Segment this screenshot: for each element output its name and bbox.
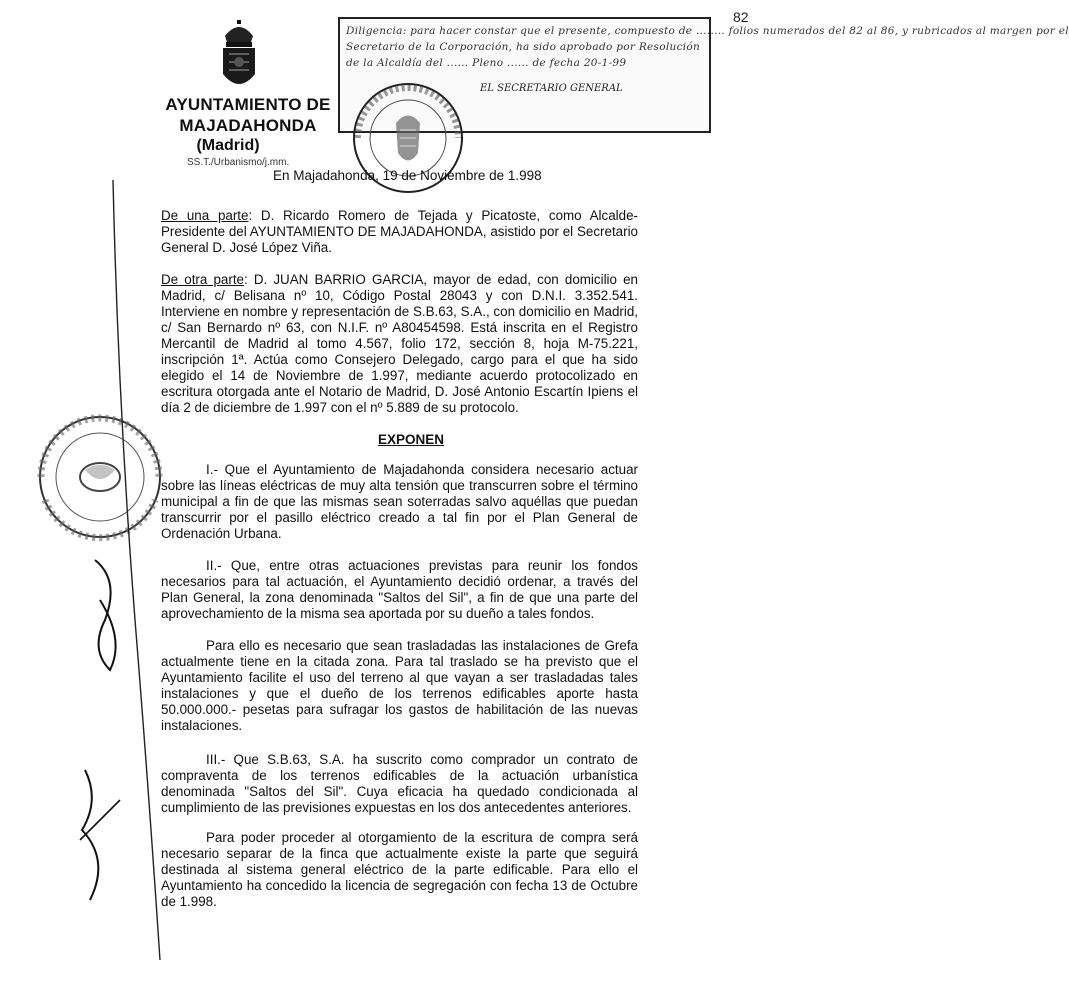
stamp-signature: EL SECRETARIO GENERAL: [480, 83, 623, 94]
party-one-text: : D. Ricardo Romero de Tejada y Picatoste, como Alcalde-Presidente del AYUNTAMIENTO DE MAJADAHONDA, asistido por el Secretario General D. José López Viña.: [161, 208, 638, 255]
page-number: 82: [733, 9, 749, 25]
coat-of-arms-icon: [215, 18, 263, 96]
reference-code: SS.T./Urbanismo/j.mm.: [187, 157, 290, 168]
exponen-paragraph-4: [161, 752, 638, 816]
section-heading: EXPONEN: [378, 432, 445, 447]
exponen-paragraph-2: [161, 558, 638, 622]
exponen-paragraph-1: [161, 462, 638, 542]
party-one-label: De una parte: [161, 208, 249, 223]
party-one-paragraph: [161, 208, 638, 256]
org-name-line2: MAJADAHONDA: [179, 116, 317, 135]
margin-seal-icon: [33, 410, 168, 545]
paragraph-text: II.- Que, entre otras actuaciones previstas para reunir los fondos necesarios para tal actuación, el Ayuntamiento decidió ordenar, a través del Plan General, la zona denominada "Saltos del Sil", a fin de que una parte del aprovechamiento de la misma sea aportada por su dueño a tales fondos.: [161, 558, 638, 621]
paragraph-text: I.- Que el Ayuntamiento de Majadahonda considera necesario actuar sobre las líneas eléctricas de muy alta tensión que transcurren sobre el término municipal a fin de que las mismas sean soterradas salvo aquéllas que puedan transcurrir por el pasillo eléctrico creado a tal fin por el Plan General de Ordenación Urbana.: [161, 462, 638, 541]
stamp-line: Secretario de la Corporación, ha sido aprobado por Resolución: [346, 41, 701, 53]
organization-header: [163, 94, 333, 156]
org-region: (Madrid): [196, 137, 260, 154]
party-two-label: De otra parte: [161, 272, 244, 287]
stamp-line: de la Alcaldía del ...... Pleno ...... de fecha 20-1-99: [346, 57, 627, 69]
party-two-text: : D. JUAN BARRIO GARCIA, mayor de edad, con domicilio en Madrid, c/ Belisana nº 10, Código Postal 28043 y con D.N.I. 3.352.541. Interviene en nombre y representación de S.B.63, S.A., con domicilio en Madrid, c/ San Bernardo nº 63, con N.I.F. nº A80454598. Está inscrita en el Registro Mercantil de Madrid al tomo 4.567, folio 172, sección 8, hoja M-75.221, inscripción 1ª. Actúa como Consejero Delegado, cargo para el que ha sido elegido el 14 de Noviembre de 1.997, mediante acuerdo protocolizado en escritura otorgada ante el Notario de Madrid, D. José Antonio Escartín Ipiens el día 2 de diciembre de 1.997 con el nº 5.889 de su protocolo.: [161, 272, 638, 415]
paragraph-text: Para poder proceder al otorgamiento de la escritura de compra será necesario separar de la finca que actualmente existe la parte que seguirá destinada al sistema general eléctrico de la parte edificable. Para ello el Ayuntamiento ha concedido la licencia de segregación con fecha 13 de Octubre de 1.998.: [161, 830, 638, 909]
org-name-line1: AYUNTAMIENTO DE: [165, 95, 331, 114]
party-two-paragraph: [161, 272, 638, 416]
stamp-line: Diligencia: para hacer constar que el presente, compuesto de ........ folios numerados del 82 al 86, y rubricados al margen por el: [346, 25, 1069, 37]
exponen-paragraph-3: [161, 638, 638, 734]
exponen-paragraph-5: [161, 830, 638, 910]
paragraph-text: Para ello es necesario que sean trasladadas las instalaciones de Grefa actualmente tiene en la citada zona. Para tal traslado se ha previsto que el Ayuntamiento facilite el uso del terreno al que vayan a ser trasladadas tales instalaciones y que el dueño de los terrenos edificables aporte hasta 50.000.000.- pesetas para sufragar los gastos de habilitación de las nuevas instalaciones.: [161, 638, 638, 733]
document-date: En Majadahonda, 19 de Noviembre de 1.998: [273, 168, 542, 183]
stamp-text: [346, 23, 1069, 71]
paragraph-text: III.- Que S.B.63, S.A. ha suscrito como comprador un contrato de compraventa de los terrenos edificables de la actuación urbanística denominada "Saltos del Sil". Cuya eficacia ha quedado condicionada al cumplimiento de las previsiones expuestas en los dos antecedentes anteriores.: [161, 752, 638, 815]
